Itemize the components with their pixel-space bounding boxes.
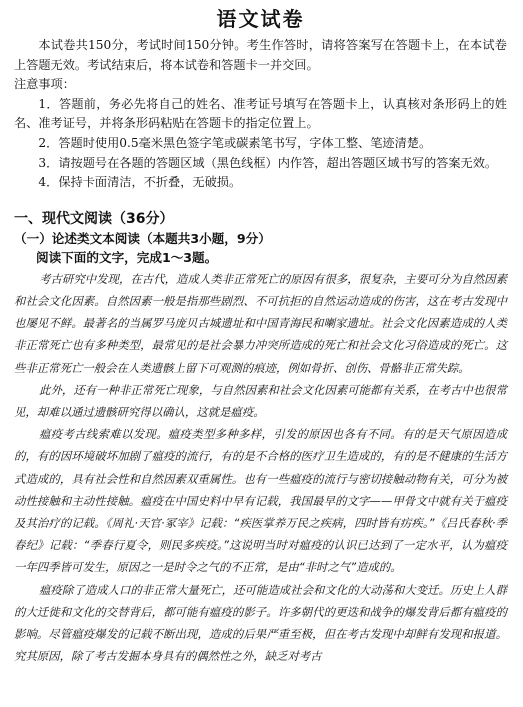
passage-paragraph-1: 考古研究中发现，在古代，造成人类非正常死亡的原因有很多，很复杂，主要可分为自然因素和社会文化因素。自然因素一般是指那些剧烈、不可抗拒的自然运动造成的伤害，这在考古发现中也屡见不鲜。最著名的当属罗马庞贝古城遗址和中国青海民和喇家遗址。社会文化因素造成的人类非正常死亡也有多种类型，最常见的是社会暴力冲突所造成的死亡和社会文化习俗造成的死亡。这些非正常死亡一般会在人类遗骸上留下可观测的痕迹，例如骨折、创伤、骨骼非正常失踪。 [14, 271, 507, 375]
passage-paragraph-3: 瘟疫考古线索难以发现。瘟疫类型多种多样，引发的原因也各有不同。有的是天气原因造成的，有的因环境破坏加剧了瘟疫的流行，有的是不合格的医疗卫生造成的，有的是不健康的生活方式造成的，具有社会性和自然因素双重属性。也有一些瘟疫的流行与密切接触动物有关，可分为被动性接触和主动性接触。瘟疫在中国史料中早有记载，我国最早的文字——甲骨文中就有关于瘟疫及其治疗的记载。《周礼·天官·冢宰》记载：“疾医掌养万民之疾病，四时皆有疠疾。”《吕氏春秋·季春纪》记载：“季春行夏令，则民多疾疫。”这说明当时对瘟疫的认识已达到了一定水平，认为瘟疫一年四季皆可发生，原因之一是时令之气的不正常，是由“非时之气”造成的。 [14, 427, 507, 575]
notes-heading: 注意事项： [14, 77, 75, 92]
note-item-1: 1．答题前，务必先将自己的姓名、准考证号填写在答题卡上，认真核对条形码上的姓名、准考证号，并将条形码粘贴在答题卡的指定位置上。 [14, 96, 507, 131]
exam-title: 语文试卷 [216, 7, 305, 31]
section-heading: 一、现代文阅读（36分） [14, 210, 174, 227]
note-item-3: 3．请按题号在各题的答题区域（黑色线框）内作答，超出答题区域书写的答案无效。 [38, 155, 498, 170]
note-item-2: 2．答题时使用0.5毫米黑色签字笔或碳素笔书写，字体工整、笔迹清楚。 [38, 135, 432, 150]
passage-paragraph-2: 此外，还有一种非正常死亡现象，与自然因素和社会文化因素可能都有关系，在考古中也很常见，却难以通过遗骸研究得以确认，这就是瘟疫。 [14, 382, 507, 419]
exam-intro: 本试卷共150分，考试时间150分钟。考生作答时，请将答案写在答题卡上，在本试卷上答题无效。考试结束后，将本试卷和答题卡一并交回。 [14, 38, 507, 72]
reading-instruction: 阅读下面的文字，完成1～3题。 [36, 249, 218, 265]
note-item-4: 4．保持卡面清洁，不折叠，无破损。 [38, 175, 242, 190]
subsection-heading: （一）论述类文本阅读（本题共3小题，9分） [14, 230, 271, 246]
passage-paragraph-4: 瘟疫除了造成人口的非正常大量死亡，还可能造成社会和文化的大动荡和大变迁。历史上人群的大迁徙和文化的交替背后，都可能有瘟疫的影子。许多朝代的更迭和战争的爆发背后都有瘟疫的影响。尽管瘟疫爆发的记载不断出现，造成的后果严重至极，但在考古发现中却鲜有发现和报道。究其原因，除了考古发掘本身具有的偶然性之外，缺乏对考古 [14, 582, 507, 664]
